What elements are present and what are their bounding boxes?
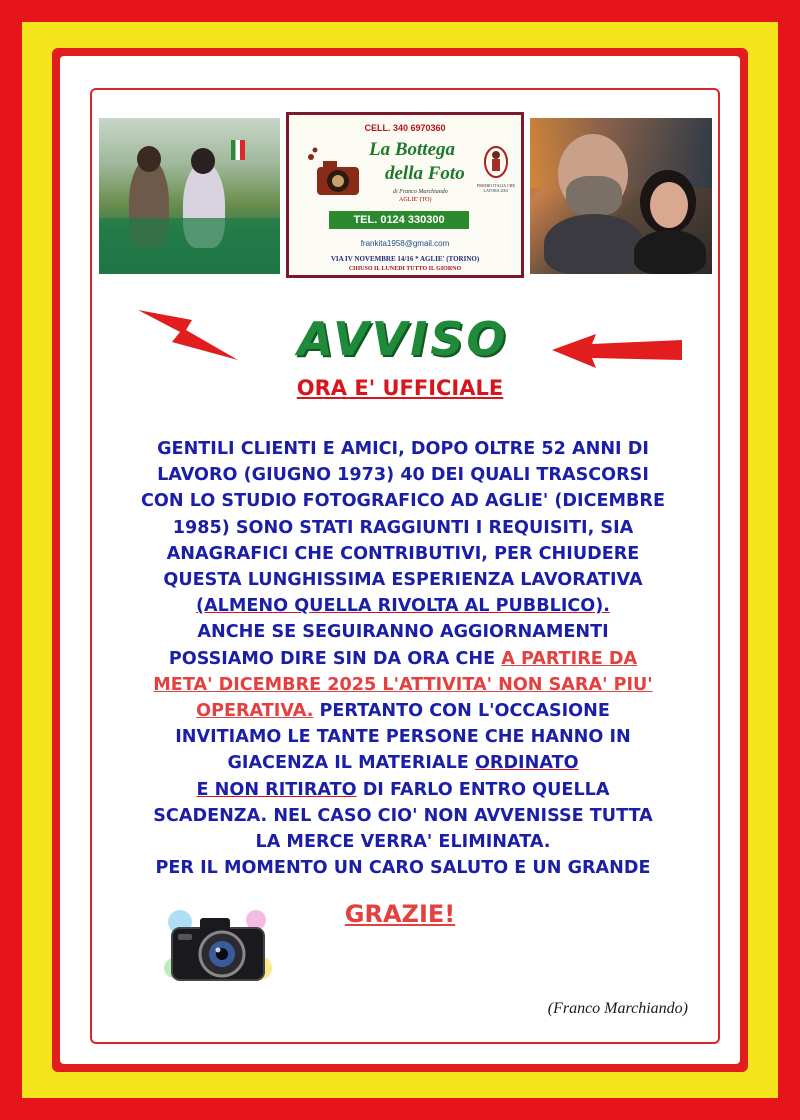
official-subheading-text: ORA E' UFFICIALE bbox=[296, 376, 504, 400]
shop-owner: di Franco Marchiando bbox=[393, 189, 448, 195]
body-line-9 bbox=[100, 646, 706, 672]
body-line-11b: PERTANTO CON L'OCCASIONE bbox=[313, 701, 610, 722]
body-line-12: INVITIAMO LE TANTE PERSONE CHE HANNO IN bbox=[175, 727, 631, 748]
camera-illustration-icon bbox=[160, 902, 278, 988]
body-line-14 bbox=[100, 777, 706, 803]
thanks-text bbox=[0, 900, 800, 928]
lightning-bolt-icon bbox=[136, 306, 240, 368]
body-line-17: PER IL MOMENTO UN CARO SALUTO E UN GRANDE bbox=[155, 858, 651, 879]
body-line-10: META' DICEMBRE 2025 L'ATTIVITA' NON SARA' PIU' bbox=[153, 674, 653, 695]
body-line-5: ANAGRAFICI CHE CONTRIBUTIVI, PER CHIUDERE bbox=[166, 543, 640, 564]
body-line-15: SCADENZA. NEL CASO CIO' NON AVVENISSE TUTTA bbox=[153, 805, 653, 826]
body-line-11a: OPERATIVA. bbox=[196, 701, 314, 722]
body-line-4: 1985) SONO STATI RAGGIUNTI I REQUISITI, SIA bbox=[172, 517, 634, 538]
prize-text: PREMIO ITALIA CHE LAVORA 2001 bbox=[477, 183, 515, 193]
body-line-13b: ORDINATO bbox=[474, 753, 579, 774]
email-address: frankita1958@gmail.com bbox=[360, 239, 450, 248]
arrow-left-icon bbox=[552, 332, 684, 372]
body-line-14a: E NON RITIRATO bbox=[196, 779, 357, 800]
shop-address: VIA IV NOVEMBRE 14/16 * AGLIE' (TORINO) bbox=[330, 255, 480, 263]
business-card bbox=[286, 112, 524, 278]
prize-figure-icon bbox=[481, 145, 511, 179]
body-line-16: LA MERCE VERRA' ELIMINATA. bbox=[255, 832, 551, 853]
tel-number: TEL. 0124 330300 bbox=[329, 211, 469, 229]
shop-name-line2: della Foto bbox=[385, 163, 465, 184]
body-line-6: QUESTA LUNGHISSIMA ESPERIENZA LAVORATIVA bbox=[163, 570, 643, 591]
body-line-11 bbox=[100, 698, 706, 724]
official-subheading bbox=[0, 376, 800, 400]
cell-number: CELL. 340 6970360 bbox=[364, 123, 446, 133]
couple-photo-vintage bbox=[99, 118, 280, 274]
body-line-1: GENTILI CLIENTI E AMICI, DOPO OLTRE 52 ANNI DI bbox=[157, 439, 649, 459]
couple-photo-recent bbox=[530, 118, 712, 274]
body-line-13 bbox=[100, 750, 706, 776]
camera-logo-icon bbox=[307, 145, 367, 205]
body-line-3: CON LO STUDIO FOTOGRAFICO AD AGLIE' (DICEMBRE bbox=[141, 491, 665, 512]
prize-badge bbox=[473, 145, 519, 193]
body-line-13a: GIACENZA IL MATERIALE bbox=[227, 753, 475, 774]
closing-day: CHIUSO IL LUNEDI TUTTO IL GIORNO bbox=[348, 266, 462, 272]
body-line-8: ANCHE SE SEGUIRANNO AGGIORNAMENTI bbox=[197, 622, 609, 643]
notice-heading: AVVISO bbox=[297, 312, 509, 366]
body-line-14b: DI FARLO ENTRO QUELLA bbox=[356, 779, 610, 800]
body-line-2: LAVORO (GIUGNO 1973) 40 DEI QUALI TRASCORSI bbox=[157, 465, 649, 486]
notice-body bbox=[100, 436, 706, 881]
shop-name-line1: La Bottega bbox=[369, 139, 456, 160]
body-line-7: (ALMENO QUELLA RIVOLTA AL PUBBLICO). bbox=[196, 596, 610, 617]
body-line-9b: A PARTIRE DA bbox=[501, 648, 638, 669]
thanks-text-label: GRAZIE! bbox=[344, 900, 456, 928]
body-line-9a: POSSIAMO DIRE SIN DA ORA CHE bbox=[168, 648, 502, 669]
shop-town: AGLIE' (TO) bbox=[399, 197, 432, 203]
signature: (Franco Marchiando) bbox=[547, 1000, 688, 1017]
